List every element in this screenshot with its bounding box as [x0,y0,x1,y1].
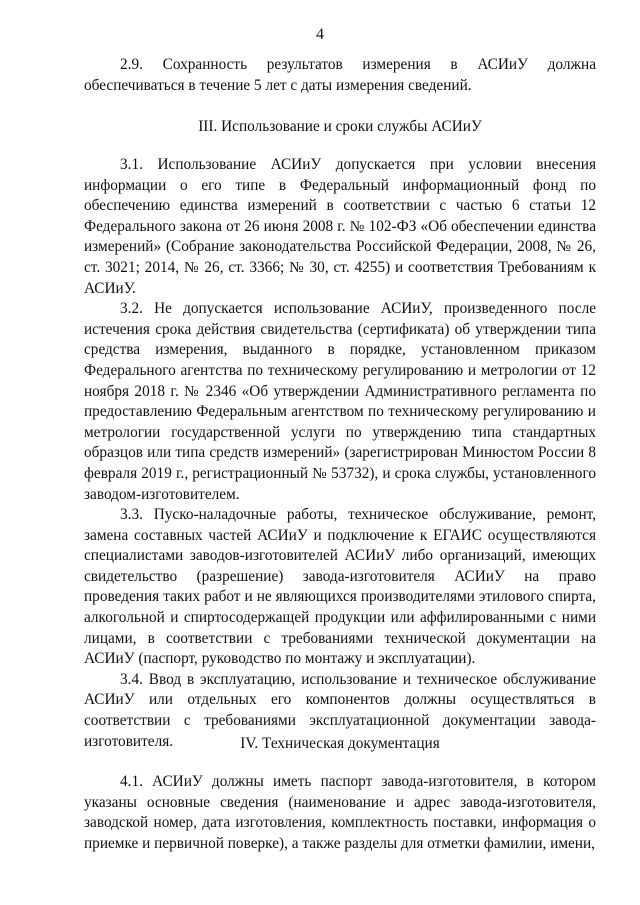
paragraph-4-1: 4.1. АСИиУ должны иметь паспорт завода-изготовителя, в котором указаны основные сведения (наименование и адрес завода-изготовителя, заводской номер, дата изготовления, комплектность поставки, информация о приемке и первичной поверке), а также разделы для отметки фамилии, имени, [84,773,596,852]
page-number: 4 [316,26,324,43]
paragraph-3-2: 3.2. Не допускается использование АСИиУ, произведенного после истечения срока действия свидетельства (сертификата) об утверждении типа средства измерения, выданного в порядке, установленном приказом Федерального агентства по техническому регулированию и метрологии от 12 ноября 2018 г. № 2346 «Об утверждении Административного регламента по предоставлению Федеральным агентством по техническому регулированию и метрологии государственной услуги по утверждению типа стандартных образцов или типа средств измерений» (зарегистрирован Минюстом России 8 февраля 2019 г., регистрационный № 53732), и срока службы, установленного заводом-изготовителем. [84,300,596,503]
section-4-heading: IV. Техническая документация [240,735,440,752]
section-3-heading: III. Использование и сроки службы АСИиУ [198,118,482,135]
paragraph-2-9: 2.9. Сохранность результатов измерения в АСИиУ должна обеспечиваться в течение 5 лет с даты измерения сведений. [84,56,596,94]
paragraph-2-9-block [84,55,596,96]
paragraph-3-3: 3.3. Пуско-наладочные работы, техническое обслуживание, ремонт, замена составных частей АСИиУ и подключение к ЕГАИС осуществляются специалистами заводов-изготовителей АСИиУ либо организаций, имеющих свидетельство (разрешение) завода-изготовителя АСИиУ на право проведения таких работ и не являющихся производителями этилового спирта, алкогольной и спиртосодержащей продукции или аффилированными с ними лицами, в соответствии с требованиями технической документации на АСИиУ (паспорт, руководство по монтажу и эксплуатации). [84,506,596,668]
paragraph-3-1: 3.1. Использование АСИиУ допускается при условии внесения информации о его типе в Федеральный информационный фонд по обеспечению единства измерений в соответствии с частью 6 статьи 12 Федерального закона от 26 июня 2008 г. № 102-ФЗ «Об обеспечении единства измерений» (Собрание законодательства Российской Федерации, 2008, № 26, ст. 3021; 2014, № 26, ст. 3366; № 30, ст. 4255) и соответствия Требованиям к АСИиУ. [84,156,596,297]
section-3-body [84,155,596,752]
section-3-heading-block [84,117,596,138]
paragraph-3-4: 3.4. Ввод в эксплуатацию, использование и техническое обслуживание АСИиУ или отдельных его компонентов должны осуществляться в соответствии с требованиями эксплуатационной документации завода-изготовителя. [84,670,596,750]
section-4-body [84,772,596,854]
section-4-heading-block [84,734,596,755]
